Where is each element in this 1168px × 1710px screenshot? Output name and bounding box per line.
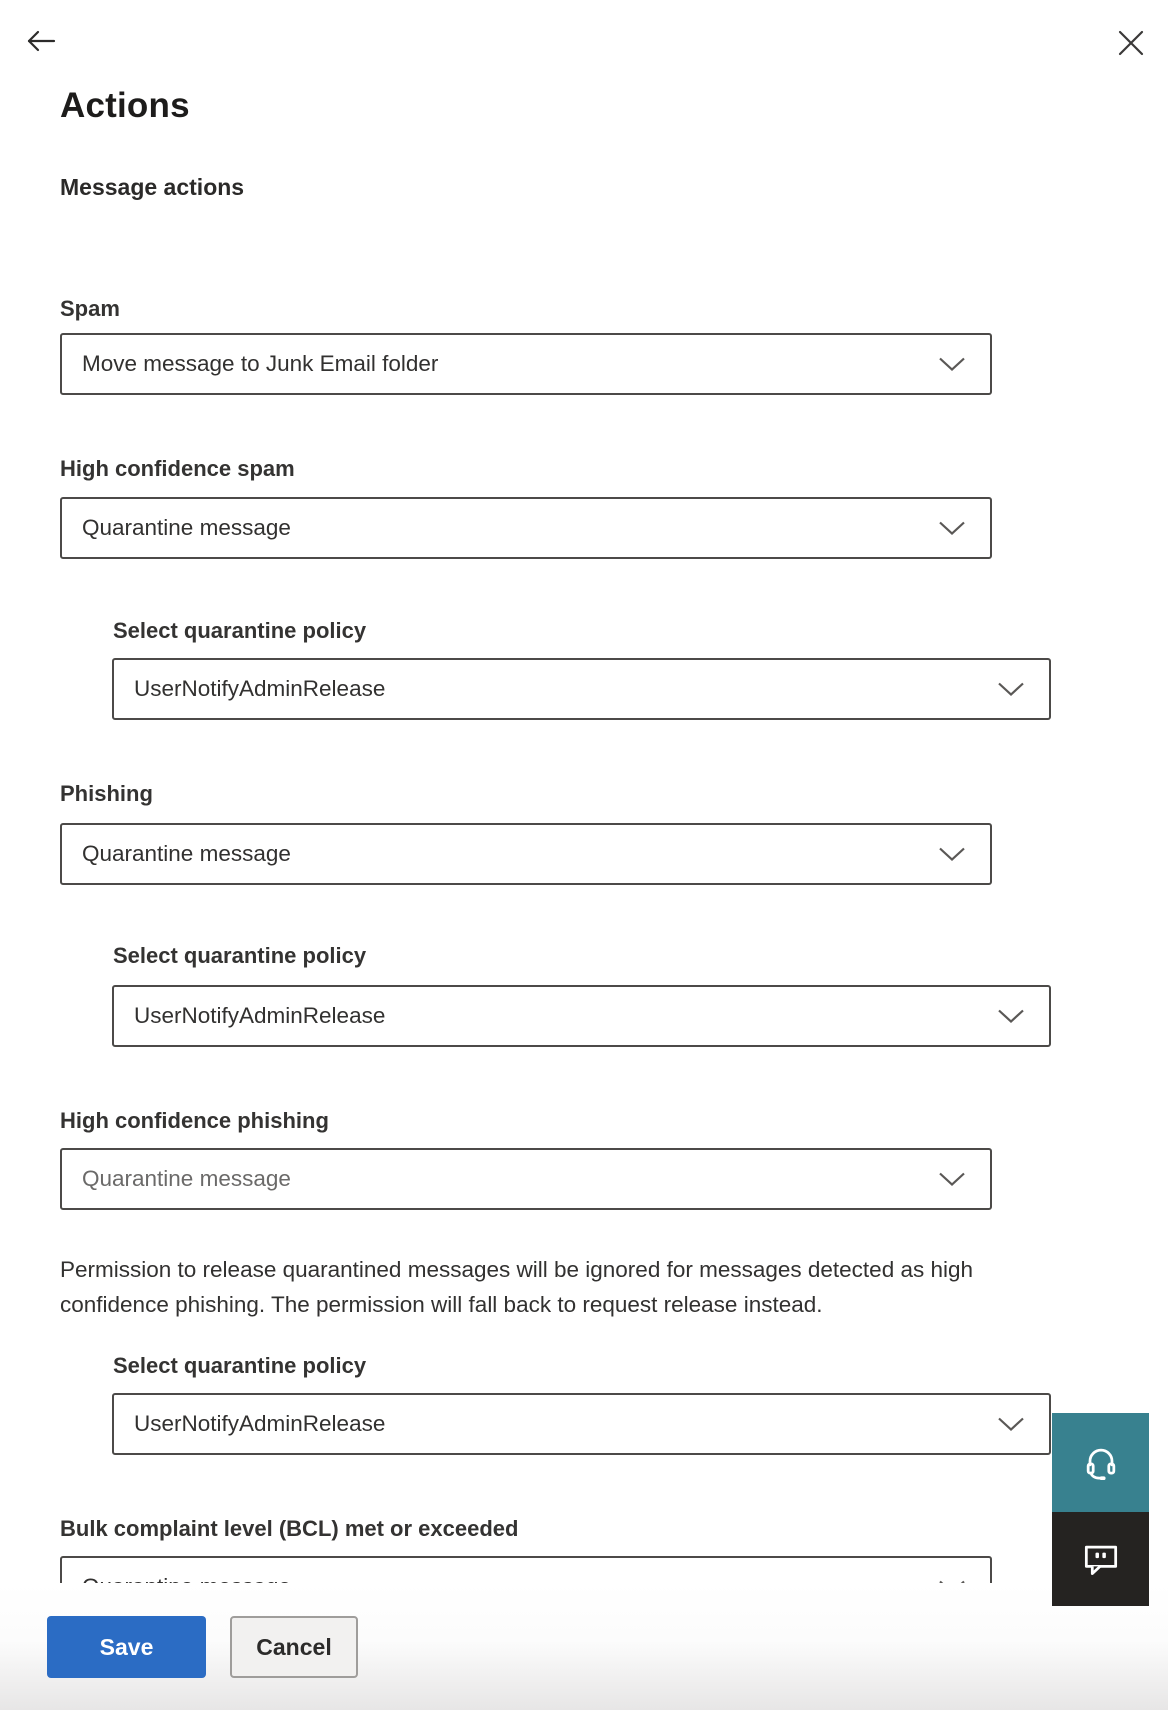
chevron-down-icon	[938, 521, 966, 536]
bulk-complaint-level-select-clipped	[60, 1556, 996, 1583]
spam-select[interactable]	[60, 333, 992, 395]
hcp-quarantine-policy-label: Select quarantine policy	[113, 1353, 367, 1378]
section-title: Message actions	[60, 174, 245, 200]
hcp-permission-note: Permission to release quarantined messages will be ignored for messages detected as high confidence phishing. The permission will fall back to request release instead.	[60, 1257, 974, 1317]
phishing-select-value: Quarantine message	[82, 841, 291, 866]
phishing-quarantine-policy-label: Select quarantine policy	[113, 943, 367, 968]
help-button[interactable]	[1052, 1413, 1149, 1512]
cancel-button[interactable]: Cancel	[230, 1616, 358, 1678]
feedback-button[interactable]	[1052, 1512, 1149, 1606]
arrow-left-icon	[24, 24, 58, 58]
chevron-down-icon	[938, 357, 966, 372]
hcs-quarantine-policy-value: UserNotifyAdminRelease	[134, 676, 386, 701]
chevron-down-icon	[997, 682, 1025, 697]
page-title: Actions	[60, 86, 190, 125]
bulk-complaint-level-label: Bulk complaint level (BCL) met or exceeded	[60, 1516, 519, 1541]
spam-select-value: Move message to Junk Email folder	[82, 351, 439, 376]
back-button[interactable]	[22, 22, 60, 60]
high-confidence-phishing-select-value: Quarantine message	[82, 1166, 291, 1191]
chevron-down-icon	[938, 1172, 966, 1187]
phishing-quarantine-policy-value: UserNotifyAdminRelease	[134, 1003, 386, 1028]
phishing-quarantine-policy-select[interactable]	[112, 985, 1051, 1047]
phishing-select[interactable]	[60, 823, 992, 885]
headset-icon	[1079, 1441, 1123, 1485]
close-icon	[1116, 28, 1146, 58]
chat-icon	[1079, 1537, 1123, 1581]
spam-label: Spam	[60, 296, 120, 321]
footer-bar	[0, 1583, 1168, 1710]
chevron-down-icon	[997, 1417, 1025, 1432]
high-confidence-spam-select-value: Quarantine message	[82, 515, 291, 540]
chevron-down-icon	[997, 1009, 1025, 1024]
high-confidence-phishing-label: High confidence phishing	[60, 1108, 329, 1133]
hcp-quarantine-policy-value: UserNotifyAdminRelease	[134, 1411, 386, 1436]
high-confidence-phishing-select[interactable]	[60, 1148, 992, 1210]
high-confidence-spam-select[interactable]	[60, 497, 992, 559]
hcp-quarantine-policy-select[interactable]	[112, 1393, 1051, 1455]
chevron-down-icon	[938, 847, 966, 862]
hcs-quarantine-policy-select[interactable]	[112, 658, 1051, 720]
phishing-label: Phishing	[60, 781, 153, 806]
hcs-quarantine-policy-label: Select quarantine policy	[113, 618, 367, 643]
close-button[interactable]	[1112, 24, 1150, 62]
high-confidence-spam-label: High confidence spam	[60, 456, 295, 481]
save-button[interactable]: Save	[47, 1616, 206, 1678]
